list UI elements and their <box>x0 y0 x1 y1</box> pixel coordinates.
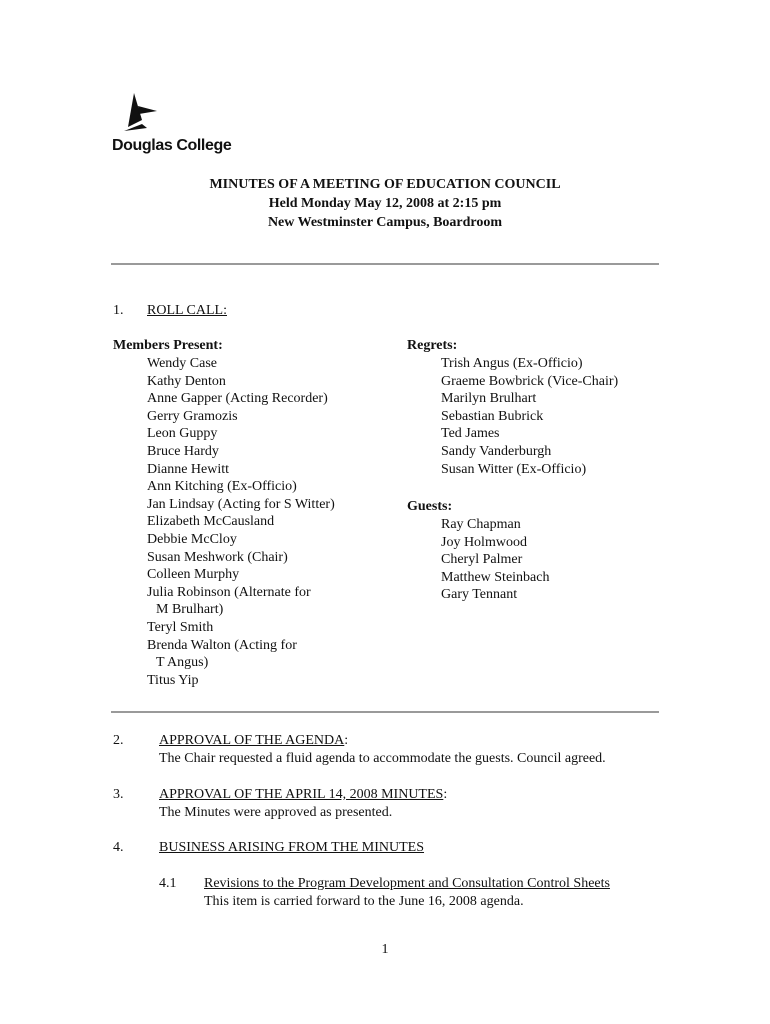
list-item: Ray Chapman <box>441 517 521 532</box>
list-item: Wendy Case <box>147 356 218 371</box>
section-3-body: The Minutes were approved as presented. <box>159 805 393 820</box>
list-item: Leon Guppy <box>147 426 218 442</box>
regrets-heading: Regrets: <box>407 338 458 353</box>
list-item: Colleen Murphy <box>147 567 240 583</box>
list-item: Teryl Smith <box>147 619 214 635</box>
douglas-college-logo-icon <box>120 90 162 134</box>
list-item: Titus Yip <box>147 672 199 688</box>
list-item: Matthew Steinbach <box>441 569 550 585</box>
section-1-heading: ROLL CALL: <box>147 303 227 318</box>
list-item: Joy Holmwood <box>441 534 527 550</box>
subsection-4-1-number: 4.1 <box>159 876 177 891</box>
list-item: Elizabeth McCausland <box>147 514 275 530</box>
section-1-number: 1. <box>113 303 124 318</box>
list-item: T Angus) <box>156 655 209 671</box>
list-item: Susan Witter (Ex-Officio) <box>441 461 587 477</box>
page-number: 1 <box>381 942 389 957</box>
list-item: Gerry Gramozis <box>147 408 238 424</box>
title-line-1: MINUTES OF A MEETING OF EDUCATION COUNCIL <box>209 177 561 192</box>
list-item: Kathy Denton <box>147 373 226 389</box>
list-item: Ann Kitching (Ex-Officio) <box>147 479 297 495</box>
members-list <box>147 355 335 689</box>
list-item: Julia Robinson (Alternate for <box>147 584 311 600</box>
section-4-heading: BUSINESS ARISING FROM THE MINUTES <box>159 840 425 855</box>
members-present-heading: Members Present: <box>113 338 223 353</box>
guests-list <box>441 516 549 604</box>
title-line-3: New Westminster Campus, Boardroom <box>267 215 503 230</box>
section-2-number: 2. <box>113 733 124 748</box>
document-title <box>0 175 770 232</box>
list-item: M Brulhart) <box>156 602 224 618</box>
list-item: Bruce Hardy <box>147 443 219 459</box>
list-item: Cheryl Palmer <box>441 552 523 568</box>
list-item: Gary Tennant <box>441 587 518 603</box>
regrets-list <box>441 355 618 478</box>
list-item: Anne Gapper (Acting Recorder) <box>147 391 328 407</box>
subsection-4-1-body: This item is carried forward to the June 16, 2008 agenda. <box>204 894 524 909</box>
section-2-body: The Chair requested a fluid agenda to accommodate the guests. Council agreed. <box>159 751 606 766</box>
list-item: Marilyn Brulhart <box>441 391 537 407</box>
title-line-2: Held Monday May 12, 2008 at 2:15 pm <box>268 196 502 211</box>
guests-heading: Guests: <box>407 499 453 514</box>
subsection-4-1-heading: Revisions to the Program Development and Consultation Control Sheets <box>204 876 610 891</box>
list-item: Jan Lindsay (Acting for S Witter) <box>147 496 335 512</box>
list-item: Sebastian Bubrick <box>441 408 544 424</box>
list-item: Dianne Hewitt <box>147 461 230 477</box>
divider-top <box>111 263 659 265</box>
section-3-heading: APPROVAL OF THE APRIL 14, 2008 MINUTES: <box>159 787 448 802</box>
section-2-heading: APPROVAL OF THE AGENDA: <box>159 733 349 748</box>
section-3-number: 3. <box>113 787 124 802</box>
section-4-number: 4. <box>113 840 124 855</box>
list-item: Trish Angus (Ex-Officio) <box>441 356 583 371</box>
divider-bottom <box>111 711 659 713</box>
list-item: Debbie McCloy <box>147 531 237 547</box>
list-item: Sandy Vanderburgh <box>441 443 552 459</box>
list-item: Susan Meshwork (Chair) <box>147 549 288 565</box>
list-item: Graeme Bowbrick (Vice-Chair) <box>441 373 619 389</box>
org-name: Douglas College <box>112 137 232 154</box>
list-item: Brenda Walton (Acting for <box>147 637 297 653</box>
list-item: Ted James <box>441 426 500 442</box>
